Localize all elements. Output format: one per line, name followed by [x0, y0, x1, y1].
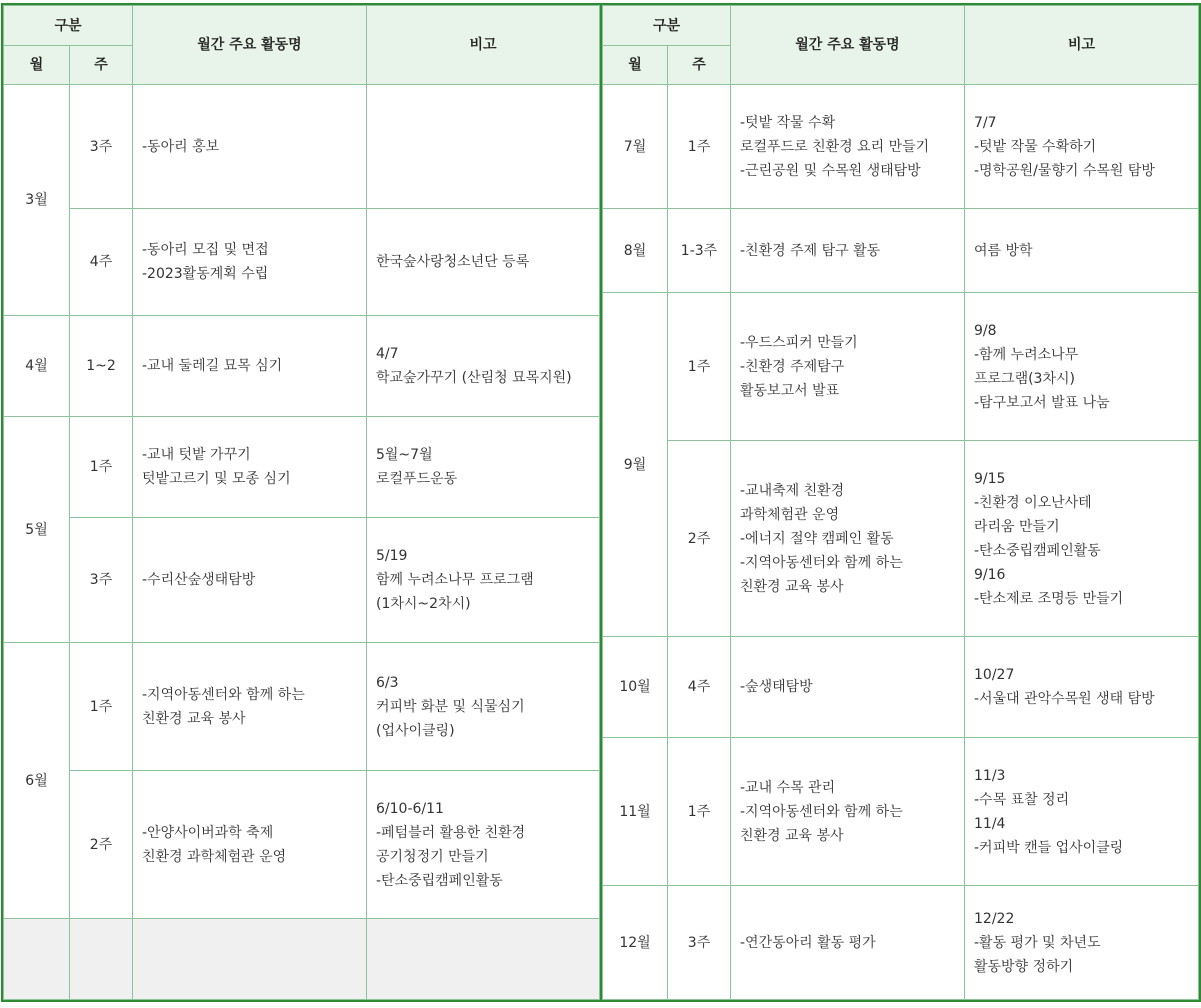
note-cell: 5월~7월 로컬푸드운동	[367, 417, 600, 518]
week-cell: 3주	[70, 85, 133, 209]
week-cell: 1주	[70, 643, 133, 771]
header-category: 구분	[603, 6, 731, 46]
activity-cell: -안양사이버과학 축제 친환경 과학체험관 운영	[133, 771, 367, 919]
table-row	[4, 771, 600, 919]
activity-cell: -연간동아리 활동 평가	[731, 886, 965, 1000]
right-schedule-panel	[600, 3, 1201, 1002]
header-month: 월	[603, 46, 668, 85]
month-cell: 6월	[4, 643, 70, 919]
activity-cell: -지역아동센터와 함께 하는 친환경 교육 봉사	[133, 643, 367, 771]
note-cell: 6/3 커피박 화분 및 식물심기 (업사이클링)	[367, 643, 600, 771]
empty-cell	[4, 919, 70, 1000]
table-row	[603, 85, 1199, 209]
activity-cell: -우드스피커 만들기 -친환경 주제탐구 활동보고서 발표	[731, 293, 965, 441]
week-cell: 4주	[70, 209, 133, 316]
table-row	[603, 637, 1199, 738]
activity-cell: -동아리 모집 및 면접 -2023활동계획 수립	[133, 209, 367, 316]
header-note: 비고	[367, 6, 600, 85]
table-row	[4, 643, 600, 771]
header-week: 주	[668, 46, 731, 85]
table-row	[603, 738, 1199, 886]
activity-cell: -친환경 주제 탐구 활동	[731, 209, 965, 293]
empty-cell	[70, 919, 133, 1000]
activity-cell: -동아리 홍보	[133, 85, 367, 209]
left-schedule-panel	[1, 3, 602, 1002]
activity-cell: -교내축제 친환경 과학체험관 운영 -에너지 절약 캠페인 활동 -지역아동센터와 함께 하는 친환경 교육 봉사	[731, 441, 965, 637]
month-cell: 9월	[603, 293, 668, 637]
month-cell: 4월	[4, 316, 70, 417]
activity-cell: -교내 텃밭 가꾸기 텃밭고르기 및 모종 심기	[133, 417, 367, 518]
header-note: 비고	[965, 6, 1199, 85]
month-cell: 5월	[4, 417, 70, 643]
week-cell: 2주	[70, 771, 133, 919]
header-category: 구분	[4, 6, 133, 46]
header-week: 주	[70, 46, 133, 85]
note-cell: 10/27 -서울대 관악수목원 생태 탐방	[965, 637, 1199, 738]
note-cell: 12/22 -활동 평가 및 차년도 활동방향 정하기	[965, 886, 1199, 1000]
note-cell: 9/15 -친환경 이오난사테 라리움 만들기 -탄소중립캠페인활동 9/16 -탄소제로 조명등 만들기	[965, 441, 1199, 637]
table-row	[603, 441, 1199, 637]
month-cell: 11월	[603, 738, 668, 886]
table-row	[603, 886, 1199, 1000]
table-row	[4, 518, 600, 643]
note-cell: 7/7 -텃밭 작물 수확하기 -명학공원/물향기 수목원 탐방	[965, 85, 1199, 209]
note-cell: 9/8 -함께 누려소나무 프로그램(3차시) -탐구보고서 발표 나눔	[965, 293, 1199, 441]
header-activity: 월간 주요 활동명	[133, 6, 367, 85]
activity-cell: -교내 수목 관리 -지역아동센터와 함께 하는 친환경 교육 봉사	[731, 738, 965, 886]
empty-cell	[133, 919, 367, 1000]
week-cell: 1~2	[70, 316, 133, 417]
week-cell: 4주	[668, 637, 731, 738]
month-cell: 3월	[4, 85, 70, 316]
week-cell: 1주	[668, 85, 731, 209]
note-cell: 4/7 학교숲가꾸기 (산림청 묘목지원)	[367, 316, 600, 417]
table-row	[4, 209, 600, 316]
note-cell: 한국숲사랑청소년단 등록	[367, 209, 600, 316]
week-cell: 1주	[70, 417, 133, 518]
header-month: 월	[4, 46, 70, 85]
note-cell	[367, 85, 600, 209]
empty-cell	[367, 919, 600, 1000]
week-cell: 2주	[668, 441, 731, 637]
activity-cell: -텃밭 작물 수확 로컬푸드로 친환경 요리 만들기 -근린공원 및 수목원 생태탐방	[731, 85, 965, 209]
month-cell: 8월	[603, 209, 668, 293]
table-row	[4, 85, 600, 209]
note-cell: 11/3 -수목 표찰 정리 11/4 -커피박 캔들 업사이클링	[965, 738, 1199, 886]
month-cell: 10월	[603, 637, 668, 738]
week-cell: 1주	[668, 293, 731, 441]
activity-cell: -수리산숲생태탐방	[133, 518, 367, 643]
table-row	[4, 316, 600, 417]
week-cell: 3주	[70, 518, 133, 643]
month-cell: 12월	[603, 886, 668, 1000]
note-cell: 6/10-6/11 -페텀블러 활용한 친환경 공기청정기 만들기 -탄소중립캠페인활동	[367, 771, 600, 919]
right-schedule-table	[602, 5, 1199, 1000]
activity-cell: -교내 둘레길 묘목 심기	[133, 316, 367, 417]
month-cell: 7월	[603, 85, 668, 209]
week-cell: 1주	[668, 738, 731, 886]
week-cell: 1-3주	[668, 209, 731, 293]
note-cell: 5/19 함께 누려소나무 프로그램 (1차시~2차시)	[367, 518, 600, 643]
week-cell: 3주	[668, 886, 731, 1000]
empty-row	[4, 919, 600, 1000]
note-cell: 여름 방학	[965, 209, 1199, 293]
table-row	[4, 417, 600, 518]
table-row	[603, 209, 1199, 293]
left-schedule-table	[3, 5, 600, 1000]
activity-cell: -숲생태탐방	[731, 637, 965, 738]
table-row	[603, 293, 1199, 441]
header-activity: 월간 주요 활동명	[731, 6, 965, 85]
